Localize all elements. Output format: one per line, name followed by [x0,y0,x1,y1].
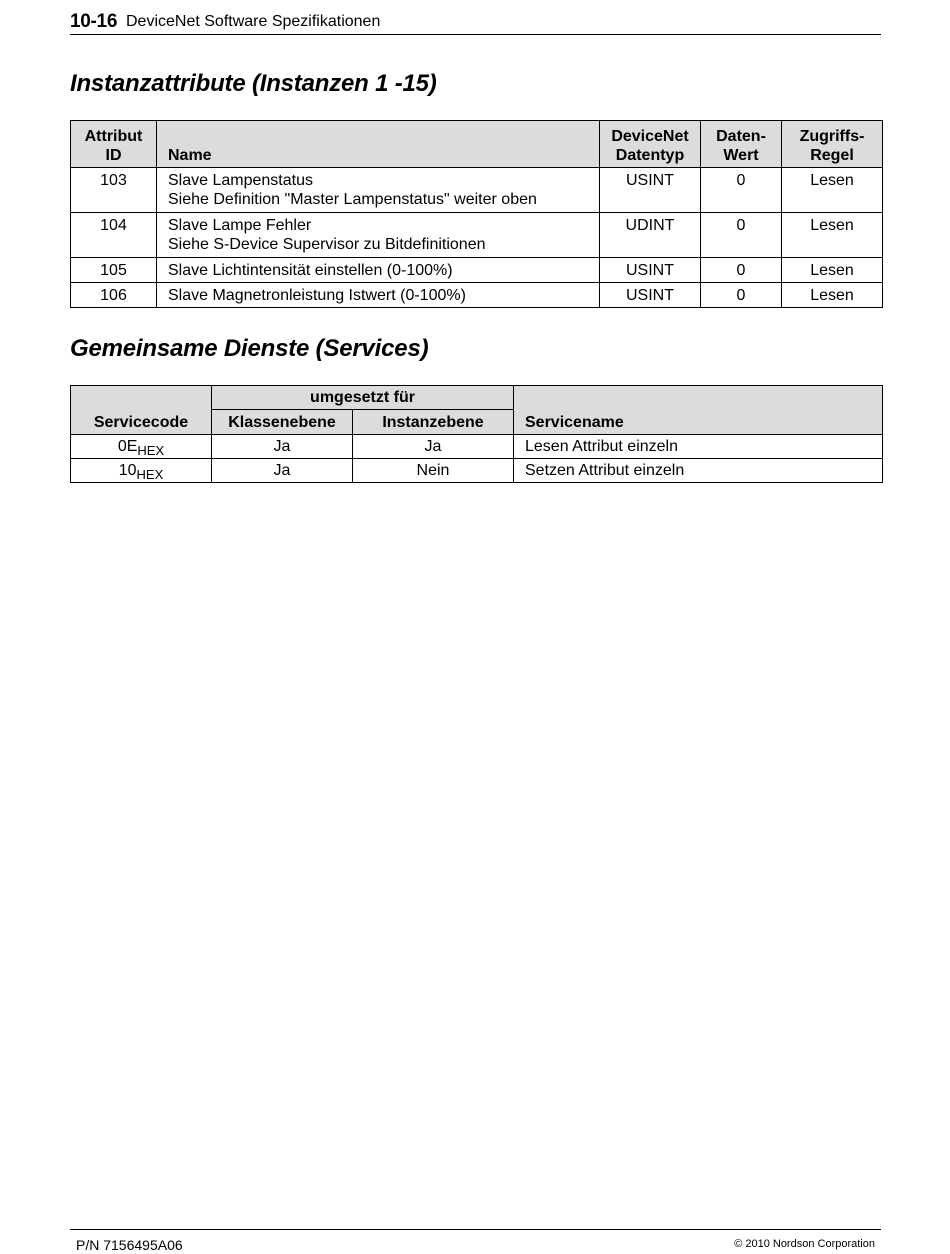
column-header-data-type: DeviceNet Datentyp [600,121,701,168]
common-services-table [70,385,883,483]
column-group-implemented-for: umgesetzt für [212,386,514,410]
instance-level-value: Ja [353,435,514,459]
service-code: $10_{HEX}$ [71,459,212,483]
table-row [71,459,883,483]
column-header-attribute-id: Attribut ID [71,121,157,168]
data-type: USINT [600,283,701,308]
data-type: USINT [600,168,701,213]
service-name: Setzen Attribut einzeln [514,459,883,483]
class-level-value: Ja [212,459,353,483]
table-row [71,435,883,459]
access-rule: Lesen [782,283,883,308]
data-type: USINT [600,258,701,283]
table-row [71,258,883,283]
data-value: 0 [701,213,782,258]
document-title: DeviceNet Software Spezifikationen [126,13,381,30]
table-header-row [71,386,883,410]
attribute-name: Slave Lampe Fehler Siehe S-Device Supervisor zu Bitdefinitionen [157,213,600,258]
access-rule: Lesen [782,168,883,213]
page-header [70,10,881,35]
column-header-access-rule: Zugriffs- Regel [782,121,883,168]
column-header-servicename: Servicename [514,386,883,435]
instance-attributes-table [70,120,883,308]
column-header-name: Name [157,121,600,168]
table-row [71,213,883,258]
data-value: 0 [701,258,782,283]
service-code: $0E_{HEX}$ [71,435,212,459]
page-number: 10-16 [70,11,118,32]
part-number: P/N 7156495A06 [76,1237,183,1253]
column-header-class-level: Klassenebene [212,410,353,435]
instance-level-value: Nein [353,459,514,483]
attribute-name: Slave Magnetronleistung Istwert (0-100%) [157,283,600,308]
attribute-id: 104 [71,213,157,258]
section-heading-instance-attributes: Instanzattribute (Instanzen 1 -15) [70,70,437,97]
service-name: Lesen Attribut einzeln [514,435,883,459]
attribute-name: Slave Lampenstatus Siehe Definition "Master Lampenstatus" weiter oben [157,168,600,213]
data-type: UDINT [600,213,701,258]
class-level-value: Ja [212,435,353,459]
data-value: 0 [701,168,782,213]
column-header-servicecode: Servicecode [71,386,212,435]
footer-divider [70,1229,881,1230]
column-header-data-value: Daten- Wert [701,121,782,168]
section-heading-common-services: Gemeinsame Dienste (Services) [70,335,429,362]
attribute-id: 103 [71,168,157,213]
access-rule: Lesen [782,258,883,283]
table-row [71,168,883,213]
data-value: 0 [701,283,782,308]
copyright: © 2010 Nordson Corporation [734,1238,875,1250]
column-header-instance-level: Instanzebene [353,410,514,435]
access-rule: Lesen [782,213,883,258]
attribute-name: Slave Lichtintensität einstellen (0-100%) [157,258,600,283]
table-row [71,283,883,308]
table-header-row [71,121,883,168]
attribute-id: 106 [71,283,157,308]
attribute-id: 105 [71,258,157,283]
